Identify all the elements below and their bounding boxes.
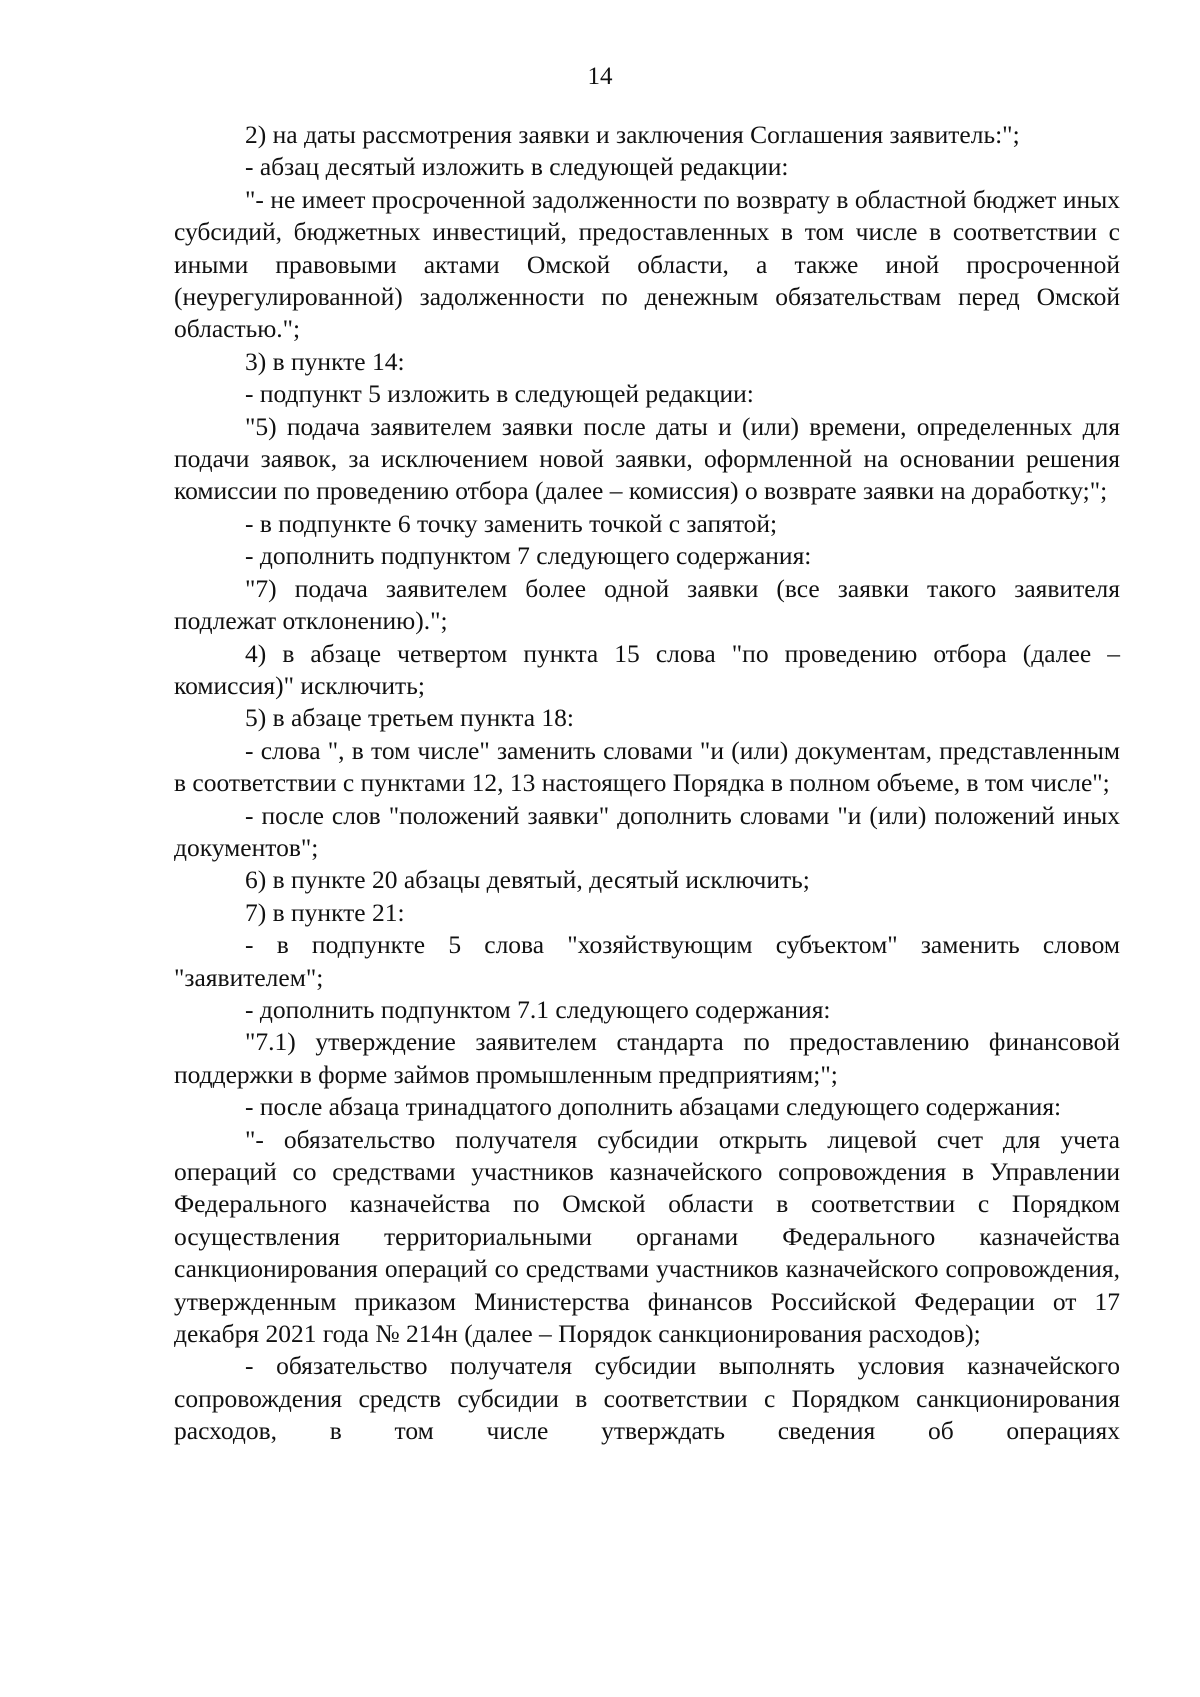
paragraph-item-5-after-words: - после слов "положений заявки" дополнить словами "и (или) положений иных документов";	[174, 800, 1120, 862]
paragraph-abzac-10: - абзац десятый изложить в следующей редакции:	[245, 152, 789, 182]
paragraph-item-2: 2) на даты рассмотрения заявки и заключения Соглашения заявитель:";	[245, 120, 1020, 149]
paragraph-subitem-5: - подпункт 5 изложить в следующей редакции:	[245, 379, 754, 409]
paragraph-item-4: 4) в абзаце четвертом пункта 15 слова "по проведению отбора (далее – комиссия)" исключить;	[174, 638, 1120, 700]
paragraph-subitem-7: - дополнить подпунктом 7 следующего содержания:	[245, 541, 812, 571]
paragraph-item-6: 6) в пункте 20 абзацы девятый, десятый исключить;	[245, 865, 810, 895]
paragraph-item-7-subitem-7-1-text: "7.1) утверждение заявителем стандарта по предоставлению финансовой поддержки в форме займов промышленным предприятиям;";	[174, 1027, 1120, 1089]
paragraph-item-3: 3) в пункте 14:	[245, 346, 405, 376]
paragraph-subitem-5-text: "5) подача заявителем заявки после даты и (или) времени, определенных для подачи заявок, за исключением новой заявки, оформленной на основании решения комиссии по проведению отбора (далее – комиссия) о возврате заявки на доработку;";	[174, 411, 1120, 506]
paragraph-abzac-10-text: "- не имеет просроченной задолженности по возврату в областной бюджет иных субсидий, бюджетных инвестиций, предоставленных в том числе в соответствии с иными правовыми актами Омской области, а также иной просроченной (неурегулированной) задолженности по денежным обязательствам перед Омской областью.";	[174, 184, 1120, 344]
page-number: 14	[587, 63, 613, 90]
document-body	[174, 119, 1120, 1448]
paragraph-item-7-after-abzac-13: - после абзаца тринадцатого дополнить абзацами следующего содержания:	[245, 1092, 1062, 1122]
paragraph-item-7-subitem-7-1: - дополнить подпунктом 7.1 следующего содержания:	[245, 994, 831, 1024]
paragraph-item-7: 7) в пункте 21:	[245, 897, 405, 927]
paragraph-subitem-6: - в подпункте 6 точку заменить точкой с запятой;	[245, 508, 778, 538]
paragraph-item-5-words: - слова ", в том числе" заменить словами "и (или) документам, представленным в соответствии с пунктами 12, 13 настоящего Порядка в полном объеме, в том числе";	[174, 735, 1120, 798]
paragraph-item-7-subitem-5: - в подпункте 5 слова "хозяйствующим субъектом" заменить словом "заявителем";	[174, 930, 1120, 992]
paragraph-obligation-account: "- обязательство получателя субсидии открыть лицевой счет для учета операций со средствами участников казначейского сопровождения в Управлении Федерального казначейства по Омской области в соответствии с Порядком осуществления территориальными органами Федерального казначейства санкционирования операций со средствами участников казначейского сопровождения, утвержденным приказом Министерства финансов Российской Федерации от 17 декабря 2021 года № 214н (далее – Порядок санкционирования расходов);	[174, 1124, 1120, 1349]
paragraph-item-5: 5) в абзаце третьем пункта 18:	[245, 703, 575, 733]
paragraph-subitem-7-text: "7) подача заявителем более одной заявки (все заявки такого заявителя подлежат отклонению).";	[174, 573, 1120, 636]
paragraph-obligation-treasury: - обязательство получателя субсидии выполнять условия казначейского сопровождения средств субсидии в соответствии с Порядком санкционирования расходов, в том числе утверждать сведения об операциях	[174, 1351, 1120, 1446]
